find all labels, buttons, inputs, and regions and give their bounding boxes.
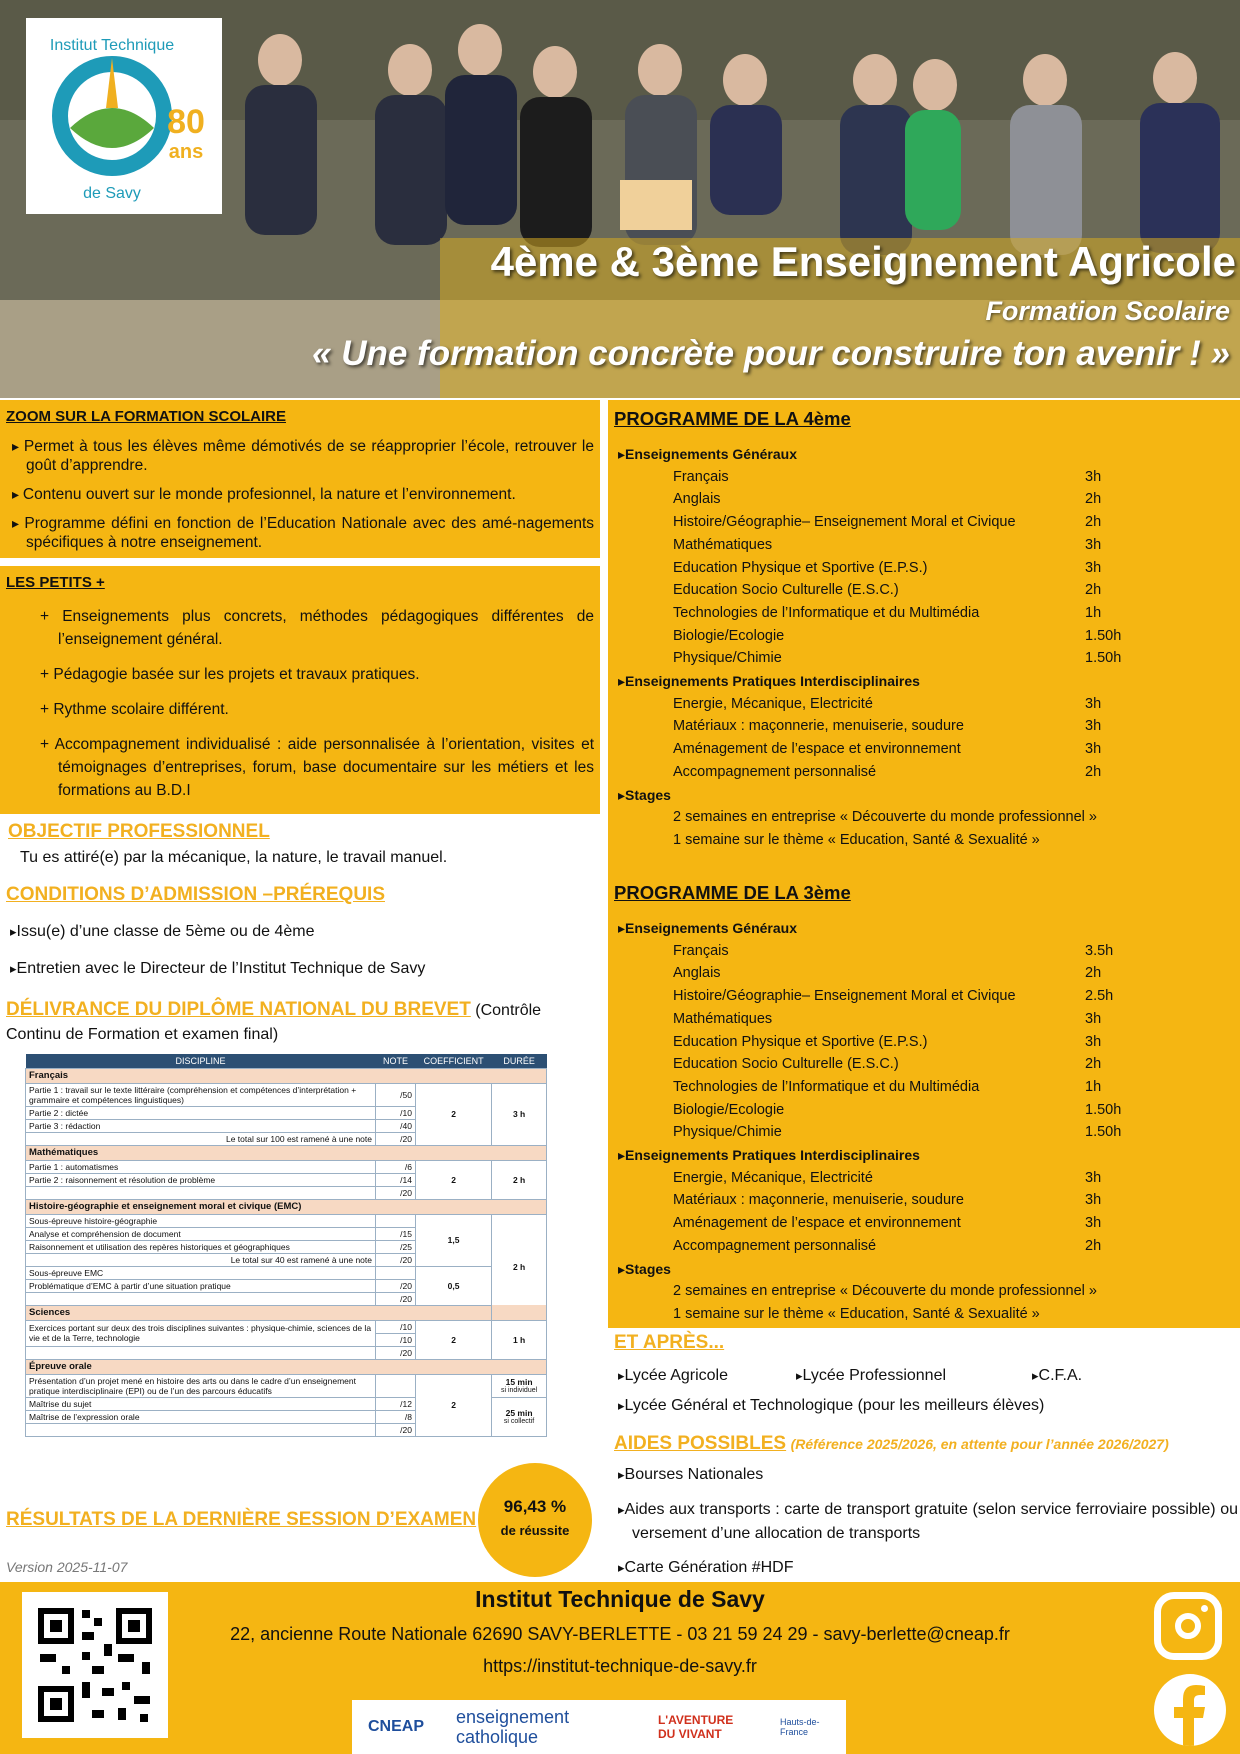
subject-hours: 3h bbox=[1085, 741, 1102, 758]
logo-icon bbox=[26, 18, 222, 214]
subject-hours: 1.50h bbox=[1085, 650, 1122, 667]
cell bbox=[26, 1186, 376, 1199]
petits-title: LES PETITS + bbox=[6, 574, 105, 591]
objectif-text: Tu es attiré(e) par la mécanique, la nature, le travail manuel. bbox=[20, 849, 448, 866]
subject-hours: 3h bbox=[1085, 1169, 1102, 1186]
table-row bbox=[26, 1305, 547, 1320]
subject-hours: 3h bbox=[1085, 695, 1102, 712]
subject-name: Matériaux : maçonnerie, menuiserie, soudure bbox=[673, 718, 964, 735]
subject-name: Physique/Chimie bbox=[673, 650, 782, 667]
category-title: ▸ Enseignements Généraux bbox=[618, 920, 797, 937]
cell: 1 h bbox=[492, 1320, 547, 1359]
cell bbox=[26, 1423, 376, 1436]
subject-hours: 2h bbox=[1085, 965, 1102, 982]
subject-hours: 3h bbox=[1085, 1010, 1102, 1027]
ec-logo: enseignement catholique bbox=[455, 1707, 570, 1747]
cell: Partie 1 : travail sur le texte littéraire (compréhension et compétences d’interprétation + grammaire et compétences linguistiques) bbox=[26, 1083, 376, 1106]
cell bbox=[492, 1374, 547, 1397]
subject-name: Biologie/Ecologie bbox=[673, 1101, 785, 1118]
zoom-item: ▸ Contenu ouvert sur le monde profesionnel, la nature et l’environnement. bbox=[6, 485, 594, 504]
table-header bbox=[26, 1054, 547, 1068]
svg-text:de Savy: de Savy bbox=[83, 185, 141, 202]
page-subtitle: Formation Scolaire bbox=[985, 296, 1230, 326]
subject-hours: 2h bbox=[1085, 1056, 1102, 1073]
cell: /25 bbox=[376, 1240, 416, 1253]
apres-item: ▸ Lycée Professionnel bbox=[796, 1367, 946, 1385]
hero-banner bbox=[0, 0, 1240, 398]
cell: /40 bbox=[376, 1119, 416, 1132]
subject-hours: 2.5h bbox=[1085, 988, 1114, 1005]
subject-name: Education Socio Culturelle (E.S.C.) bbox=[673, 1056, 899, 1073]
subject-name: Energie, Mécanique, Electricité bbox=[673, 1169, 873, 1186]
cell: 2 bbox=[416, 1320, 492, 1359]
subject-name: Technologies de l’Informatique et du Multimédia bbox=[673, 604, 980, 621]
resultats-title: RÉSULTATS DE LA DERNIÈRE SESSION D’EXAMEN bbox=[6, 1509, 477, 1530]
svg-text:80: 80 bbox=[167, 103, 205, 141]
subject-name: Energie, Mécanique, Electricité bbox=[673, 695, 873, 712]
subject-hours: 3h bbox=[1085, 1192, 1102, 1209]
subject-name: Histoire/Géographie– Enseignement Moral et Civique bbox=[673, 514, 1016, 531]
subject-name: Mathématiques bbox=[673, 1010, 773, 1027]
facebook-icon[interactable] bbox=[1154, 1674, 1226, 1746]
subject-name: Education Physique et Sportive (E.P.S.) bbox=[673, 1033, 928, 1050]
page-slogan: « Une formation concrète pour construire ton avenir ! » bbox=[312, 334, 1230, 373]
subject-hours: 2h bbox=[1085, 491, 1102, 508]
table-row bbox=[26, 1199, 547, 1214]
cell: /20 bbox=[376, 1346, 416, 1359]
stage-item: 1 semaine sur le thème « Education, Santé & Sexualité » bbox=[673, 831, 1040, 848]
cell bbox=[376, 1266, 416, 1279]
cell: /10 bbox=[376, 1333, 416, 1346]
cell: 1,5 bbox=[416, 1214, 492, 1266]
th-duree: DURÉE bbox=[492, 1054, 547, 1068]
cell: 2 bbox=[416, 1374, 492, 1436]
cell: Sous-épreuve histoire-géographie bbox=[26, 1214, 376, 1227]
cell: 2 bbox=[416, 1160, 492, 1199]
cell bbox=[26, 1292, 376, 1305]
table-row bbox=[26, 1160, 547, 1173]
brevet-note: (Contrôle Continu de Formation et examen final) bbox=[6, 1002, 542, 1043]
table-row bbox=[26, 1214, 547, 1227]
subject-hours: 2h bbox=[1085, 763, 1102, 780]
subject-name: Aménagement de l’espace et environnement bbox=[673, 1215, 961, 1232]
th-coef: COEFFICIENT bbox=[416, 1054, 492, 1068]
footer-name: Institut Technique de Savy bbox=[475, 1586, 765, 1612]
subject-hours: 1h bbox=[1085, 604, 1102, 621]
cell: Mathématiques bbox=[26, 1145, 547, 1160]
table-row bbox=[26, 1145, 547, 1160]
partner-logos bbox=[352, 1700, 846, 1754]
cell: Raisonnement et utilisation des repères historiques et géographiques bbox=[26, 1240, 376, 1253]
cell: /20 bbox=[376, 1186, 416, 1199]
apres-item: ▸ Lycée Agricole bbox=[618, 1367, 728, 1385]
th-note: NOTE bbox=[376, 1054, 416, 1068]
duree-sub: si individuel bbox=[500, 1387, 538, 1394]
subject-hours: 3h bbox=[1085, 718, 1102, 735]
cell: Français bbox=[26, 1068, 547, 1083]
zoom-item: ▸ Permet à tous les élèves même démotivés de se réapproprier l’école, retrouver le goût d’apprendre. bbox=[6, 437, 594, 475]
page-title: 4ème & 3ème Enseignement Agricole bbox=[490, 238, 1236, 285]
subject-hours: 1.50h bbox=[1085, 627, 1122, 644]
svg-text:ans: ans bbox=[168, 141, 204, 163]
cell: /20 bbox=[376, 1132, 416, 1145]
subject-hours: 1.50h bbox=[1085, 1124, 1122, 1141]
cell: 0,5 bbox=[416, 1266, 492, 1305]
subject-name: Anglais bbox=[673, 965, 721, 982]
subject-name: Accompagnement personnalisé bbox=[673, 763, 877, 780]
version-text: Version 2025-11-07 bbox=[6, 1559, 128, 1575]
subject-name: Education Physique et Sportive (E.P.S.) bbox=[673, 559, 928, 576]
stage-item: 1 semaine sur le thème « Education, Santé & Sexualité » bbox=[673, 1305, 1040, 1322]
aides-note: (Référence 2025/2026, en attente pour l’année 2026/2027) bbox=[790, 1436, 1169, 1452]
objectif-title: OBJECTIF PROFESSIONNEL bbox=[8, 821, 270, 842]
duree-sub: si collectif bbox=[503, 1418, 535, 1425]
subject-name: Biologie/Ecologie bbox=[673, 627, 785, 644]
cell: Partie 3 : rédaction bbox=[26, 1119, 376, 1132]
table-row bbox=[26, 1068, 547, 1083]
subject-hours: 1.50h bbox=[1085, 1101, 1122, 1118]
cell: /50 bbox=[376, 1083, 416, 1106]
cell: Exercices portant sur deux des trois disciplines suivantes : physique-chimie, sciences de la vie et de la Terre, technologie bbox=[26, 1320, 376, 1346]
duree-text: 25 min bbox=[505, 1408, 533, 1418]
subject-name: Français bbox=[673, 942, 729, 959]
subject-name: Accompagnement personnalisé bbox=[673, 1237, 877, 1254]
subject-hours: 3h bbox=[1085, 559, 1102, 576]
footer bbox=[0, 1582, 1240, 1754]
subject-hours: 3.5h bbox=[1085, 942, 1114, 959]
petits-item: + Rythme scolaire différent. bbox=[40, 701, 229, 718]
cell: Sciences bbox=[26, 1305, 547, 1320]
subject-hours: 3h bbox=[1085, 1033, 1102, 1050]
subject-name: Français bbox=[673, 468, 729, 485]
cell: /14 bbox=[376, 1173, 416, 1186]
subject-name: Education Socio Culturelle (E.S.C.) bbox=[673, 582, 899, 599]
apres-item: ▸ C.F.A. bbox=[1032, 1367, 1082, 1385]
result-label: de réussite bbox=[500, 1523, 570, 1538]
aventure-logo: L'AVENTURE DU VIVANT bbox=[657, 1713, 734, 1741]
duree-text: 15 min bbox=[505, 1377, 533, 1387]
result-badge bbox=[478, 1463, 592, 1577]
cell: Partie 1 : automatismes bbox=[26, 1160, 376, 1173]
subject-name: Matériaux : maçonnerie, menuiserie, soudure bbox=[673, 1192, 964, 1209]
condition-item: ▸ Issu(e) d’une classe de 5ème ou de 4ème bbox=[10, 923, 314, 941]
cell: /15 bbox=[376, 1227, 416, 1240]
subject-name: Aménagement de l’espace et environnement bbox=[673, 741, 961, 758]
stage-item: 2 semaines en entreprise « Découverte du monde professionnel » bbox=[673, 809, 1097, 826]
zoom-title: ZOOM SUR LA FORMATION SCOLAIRE bbox=[6, 408, 286, 425]
cell: /20 bbox=[376, 1279, 416, 1292]
zoom-section bbox=[0, 400, 600, 558]
cell bbox=[26, 1346, 376, 1359]
table-row bbox=[26, 1374, 547, 1397]
apres-item: ▸ Lycée Général et Technologique (pour les meilleurs élèves) bbox=[618, 1397, 1044, 1415]
subject-hours: 3h bbox=[1085, 468, 1102, 485]
cell: Le total sur 40 est ramené à une note bbox=[26, 1253, 376, 1266]
category-title: ▸ Enseignements Pratiques Interdisciplinaires bbox=[618, 1147, 920, 1164]
cell: /20 bbox=[376, 1253, 416, 1266]
cell: 2 bbox=[416, 1083, 492, 1145]
th-discipline: DISCIPLINE bbox=[26, 1054, 376, 1068]
subject-name: Anglais bbox=[673, 491, 721, 508]
subject-name: Technologies de l’Informatique et du Multimédia bbox=[673, 1078, 980, 1095]
cell: /20 bbox=[376, 1423, 416, 1436]
petits-item: + Accompagnement individualisé : aide personnalisée à l’orientation, visites et témoignages d’entreprises, forum, base documentaire sur les métiers et les formations au B.D.I bbox=[40, 736, 594, 799]
cell: /6 bbox=[376, 1160, 416, 1173]
cell: 3 h bbox=[492, 1083, 547, 1145]
category-title: ▸ Enseignements Pratiques Interdisciplinaires bbox=[618, 673, 920, 690]
cell: Maîtrise de l’expression orale bbox=[26, 1410, 376, 1423]
aides-item: ▸ Carte Génération #HDF bbox=[618, 1559, 794, 1577]
petits-section bbox=[0, 566, 600, 814]
subject-name: Mathématiques bbox=[673, 536, 773, 553]
cell: Problématique d’EMC à partir d’une situation pratique bbox=[26, 1279, 376, 1292]
cell: Présentation d’un projet mené en histoire des arts ou dans le cadre d’un enseignement pratique interdisciplinaire (EPI) ou de l’un des parcours éducatifs bbox=[26, 1374, 376, 1397]
cell: Histoire-géographie et enseignement moral et civique (EMC) bbox=[26, 1199, 547, 1214]
cell: Analyse et compréhension de document bbox=[26, 1227, 376, 1240]
cell: 2 h bbox=[492, 1214, 547, 1320]
apres-title: ET APRÈS... bbox=[614, 1332, 725, 1353]
cell: 2 h bbox=[492, 1160, 547, 1199]
table-row bbox=[26, 1266, 547, 1279]
cneap-logo: CNEAP bbox=[367, 1718, 424, 1735]
aides-heading bbox=[614, 1433, 1169, 1455]
programme-title: PROGRAMME DE LA 4ème bbox=[614, 408, 851, 429]
petits-item: + Enseignements plus concrets, méthodes pédagogiques différentes de l’enseignement général. bbox=[40, 608, 594, 648]
zoom-item: ▸ Programme défini en fonction de l’Education Nationale avec des amé-nagements spécifiques à notre enseignement. bbox=[6, 514, 594, 552]
aides-item: ▸ Bourses Nationales bbox=[618, 1466, 763, 1484]
cell: Le total sur 100 est ramené à une note bbox=[26, 1132, 376, 1145]
conditions-title: CONDITIONS D’ADMISSION –PRÉREQUIS bbox=[6, 884, 385, 905]
instagram-icon[interactable] bbox=[1154, 1592, 1222, 1660]
petits-item: + Pédagogie basée sur les projets et travaux pratiques. bbox=[40, 666, 420, 683]
hdf-logo: Hauts-de-France bbox=[779, 1717, 820, 1737]
subject-name: Physique/Chimie bbox=[673, 1124, 782, 1141]
subject-hours: 1h bbox=[1085, 1078, 1102, 1095]
aides-item: ▸ Aides aux transports : carte de transport gratuite (selon service ferroviaire possible) ou versement d’une allocation de transports bbox=[618, 1498, 1238, 1546]
institute-logo bbox=[26, 18, 222, 214]
category-title: ▸ Stages bbox=[618, 787, 671, 804]
subject-hours: 2h bbox=[1085, 514, 1102, 531]
result-value: 96,43 % bbox=[503, 1497, 567, 1516]
cell: Partie 2 : raisonnement et résolution de problème bbox=[26, 1173, 376, 1186]
subject-hours: 3h bbox=[1085, 536, 1102, 553]
table-row bbox=[26, 1320, 547, 1333]
cell: Partie 2 : dictée bbox=[26, 1106, 376, 1119]
category-title: ▸ Stages bbox=[618, 1261, 671, 1278]
brevet-title: DÉLIVRANCE DU DIPLÔME NATIONAL DU BREVET bbox=[6, 999, 471, 1020]
cell: /12 bbox=[376, 1397, 416, 1410]
subject-hours: 2h bbox=[1085, 582, 1102, 599]
cell: /10 bbox=[376, 1320, 416, 1333]
cell bbox=[376, 1214, 416, 1227]
cell: Épreuve orale bbox=[26, 1359, 547, 1374]
footer-address: 22, ancienne Route Nationale 62690 SAVY-BERLETTE - 03 21 59 24 29 - savy-berlette@cneap.fr bbox=[230, 1624, 1010, 1644]
programme-title: PROGRAMME DE LA 3ème bbox=[614, 882, 851, 903]
stage-item: 2 semaines en entreprise « Découverte du monde professionnel » bbox=[673, 1283, 1097, 1300]
condition-item: ▸ Entretien avec le Directeur de l’Institut Technique de Savy bbox=[10, 960, 425, 978]
table-row bbox=[26, 1083, 547, 1106]
cell: /8 bbox=[376, 1410, 416, 1423]
brevet-heading bbox=[6, 998, 566, 1047]
cell: Maîtrise du sujet bbox=[26, 1397, 376, 1410]
cell: /20 bbox=[376, 1292, 416, 1305]
aides-title: AIDES POSSIBLES bbox=[614, 1433, 787, 1454]
svg-text:Institut Technique: Institut Technique bbox=[49, 37, 175, 54]
cell bbox=[492, 1397, 547, 1436]
footer-url[interactable]: https://institut-technique-de-savy.fr bbox=[483, 1656, 757, 1676]
subject-name: Histoire/Géographie– Enseignement Moral et Civique bbox=[673, 988, 1016, 1005]
table-row bbox=[26, 1359, 547, 1374]
category-title: ▸ Enseignements Généraux bbox=[618, 446, 797, 463]
brevet-table bbox=[25, 1054, 547, 1437]
subject-hours: 2h bbox=[1085, 1237, 1102, 1254]
subject-hours: 3h bbox=[1085, 1215, 1102, 1232]
cell bbox=[376, 1374, 416, 1397]
cell: Sous-épreuve EMC bbox=[26, 1266, 376, 1279]
cell: /10 bbox=[376, 1106, 416, 1119]
